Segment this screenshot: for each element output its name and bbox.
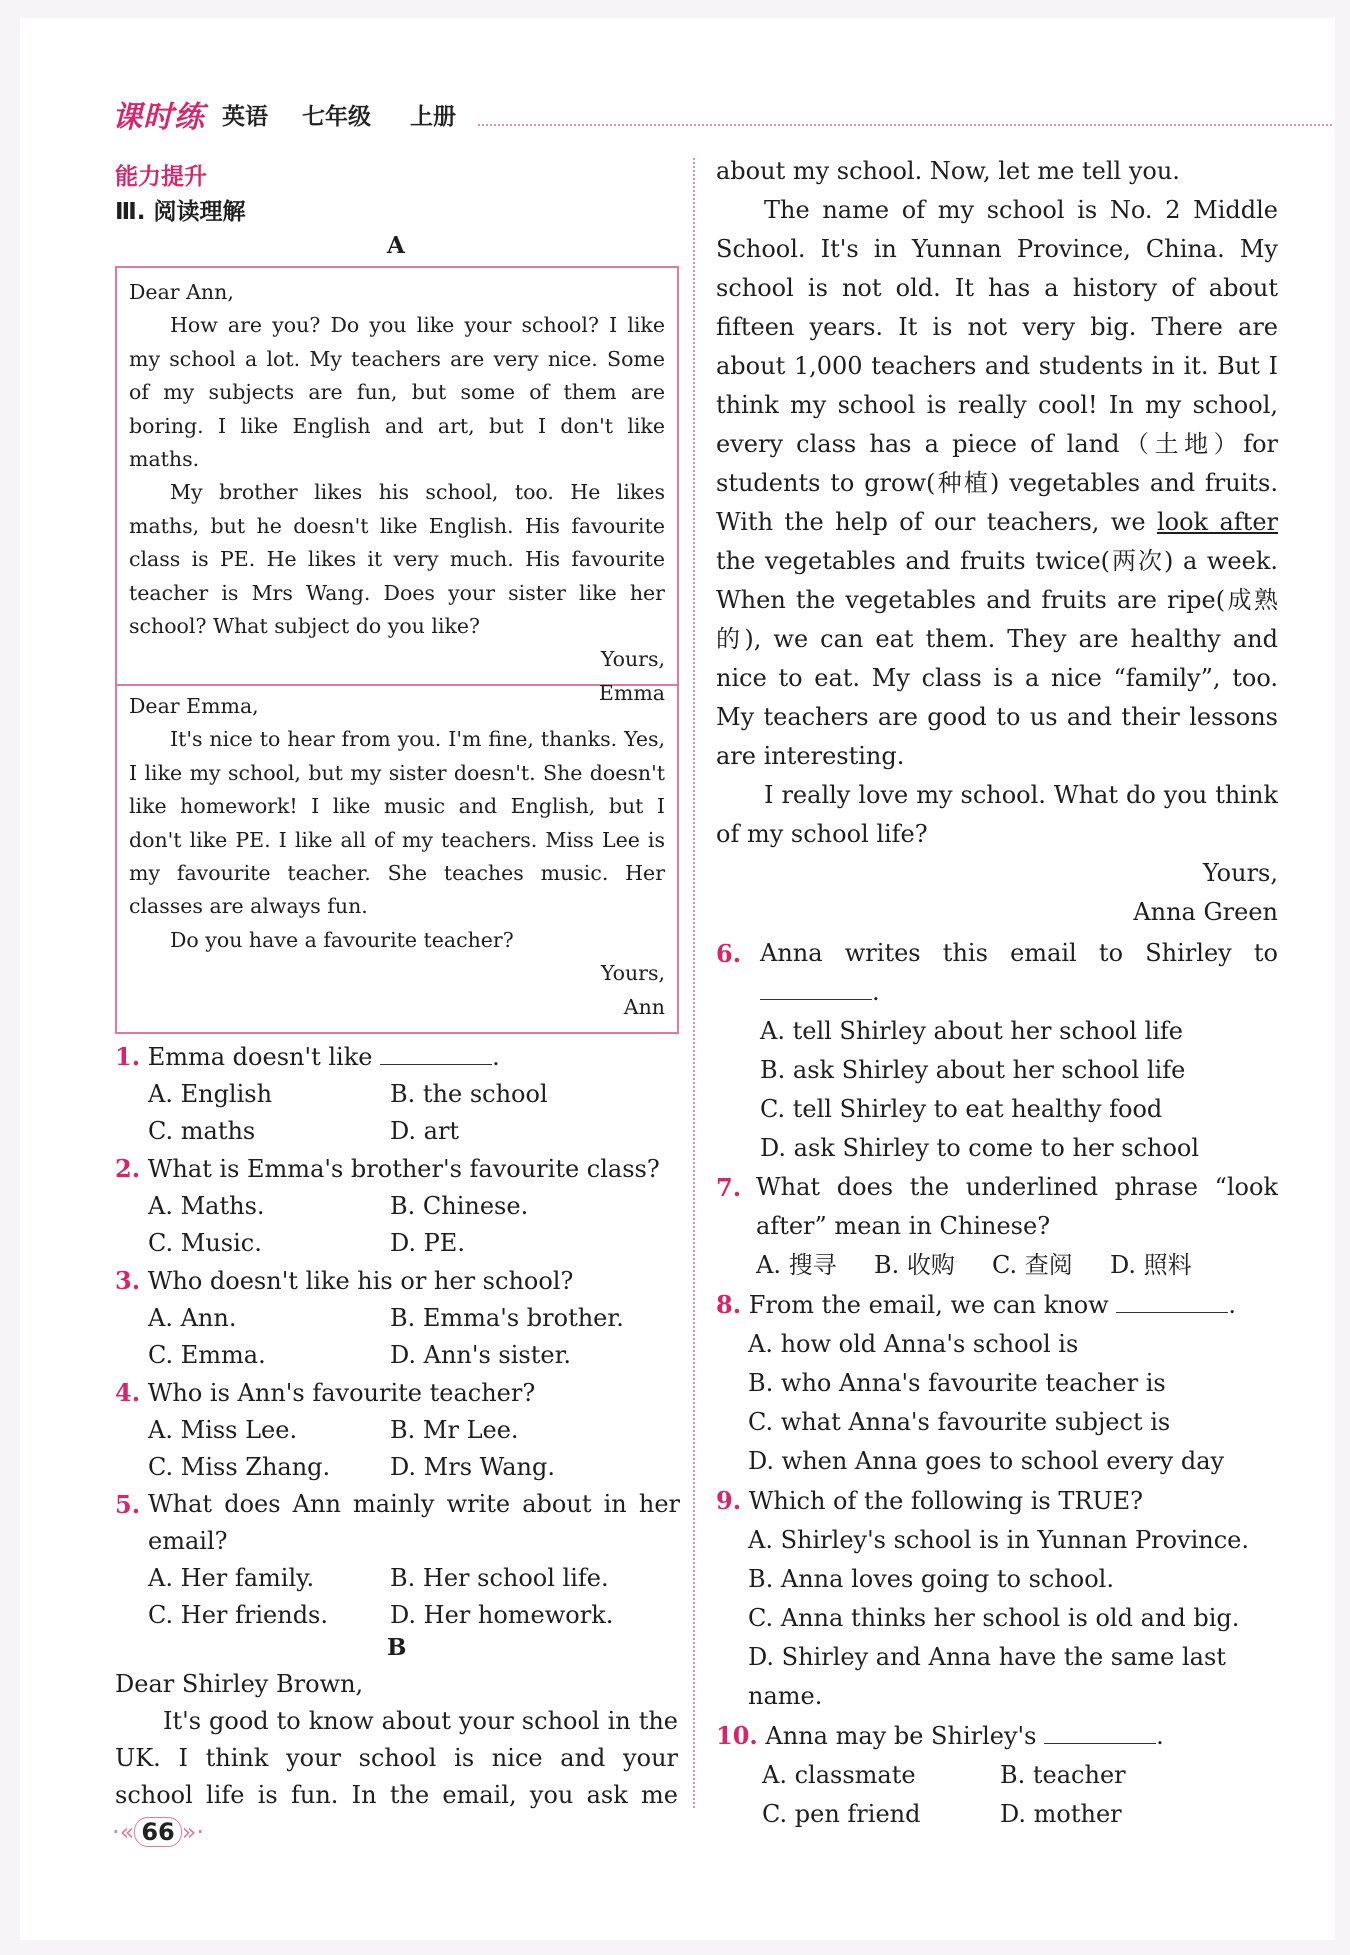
- option[interactable]: D. ask Shirley to come to her school: [760, 1134, 1200, 1162]
- question-stem: Anna may be Shirley's: [765, 1722, 1037, 1750]
- question-stem: What is Emma's brother's favourite class?: [147, 1155, 660, 1183]
- answer-blank[interactable]: [760, 975, 872, 1000]
- option[interactable]: C. 查阅: [992, 1251, 1073, 1279]
- question-number: 6.: [716, 939, 742, 968]
- section-part-title: Ⅲ. 阅读理解: [115, 199, 246, 225]
- question-number: 1.: [115, 1042, 141, 1071]
- option[interactable]: C. Miss Zhang.: [148, 1453, 331, 1481]
- letter2-paragraph-2: Do you have a favourite teacher?: [170, 927, 514, 952]
- question-4: [115, 1374, 680, 1486]
- option[interactable]: A. Ann.: [148, 1304, 237, 1332]
- underlined-phrase: look after: [1156, 508, 1278, 536]
- question-stem: What does Ann mainly write about in her email?: [148, 1490, 680, 1555]
- page-number-right-ornament: »·: [181, 1818, 205, 1846]
- question-6: [716, 934, 1278, 1168]
- question-suffix: .: [1228, 1291, 1236, 1319]
- passage-b-paragraph-1-left: It's good to know about your school in the UK. I think your school is nice and your school life is fun. In the email, you ask me: [115, 1707, 678, 1809]
- letter1-paragraph-1: How are you? Do you like your school? I like my school a lot. My teachers are very nice. Some of my subjects are fun, but some of them are boring. I like English and art, but I don't like maths.: [129, 313, 665, 472]
- option[interactable]: C. Anna thinks her school is old and big.: [748, 1604, 1240, 1632]
- letter1-signature: Emma: [598, 680, 665, 705]
- paragraph-2-text-a: The name of my school is No. 2 Middle School. It's in Yunnan Province, China. My school is not old. It has a history of about fifteen years. It is not very big. There are about 1,000 teachers and students in it. But I think my school is really cool! In my school, every class has a piece of land（土地）for students to grow(种植) vegetables and fruits. With the help of our teachers, we: [716, 196, 1278, 536]
- answer-blank[interactable]: [1116, 1288, 1228, 1313]
- option[interactable]: A. tell Shirley about her school life: [760, 1017, 1183, 1045]
- option[interactable]: B. Mr Lee.: [390, 1416, 519, 1444]
- question-number: 3.: [115, 1266, 141, 1295]
- question-number: 9.: [716, 1486, 742, 1515]
- letter2-signature: Ann: [623, 994, 665, 1019]
- question-1: [115, 1038, 680, 1150]
- letter2-greeting: Dear Emma,: [129, 694, 259, 718]
- option[interactable]: D. Mrs Wang.: [390, 1453, 555, 1481]
- question-stem: Anna writes this email to Shirley to: [760, 939, 1278, 967]
- option[interactable]: A. Her family.: [148, 1564, 315, 1592]
- column-divider: [693, 158, 695, 1808]
- passage-b-closing: Yours,: [1202, 859, 1278, 887]
- option[interactable]: D. Her homework.: [390, 1601, 614, 1629]
- question-3: [115, 1262, 680, 1374]
- question-5: [115, 1486, 680, 1634]
- question-stem: From the email, we can know: [748, 1291, 1109, 1319]
- question-2: [115, 1150, 680, 1262]
- question-8: [716, 1285, 1278, 1481]
- option[interactable]: C. tell Shirley to eat healthy food: [760, 1095, 1163, 1123]
- questions-b: [716, 934, 1278, 1834]
- header-grade: 七年级: [302, 104, 371, 130]
- option[interactable]: C. pen friend: [762, 1800, 921, 1828]
- option[interactable]: A. Maths.: [148, 1192, 265, 1220]
- question-number: 8.: [716, 1290, 742, 1319]
- option[interactable]: C. Music.: [148, 1229, 262, 1257]
- option[interactable]: B. Her school life.: [390, 1564, 609, 1592]
- brand-logo: 课时练: [112, 100, 205, 135]
- passage-a-title: A: [387, 232, 405, 259]
- answer-blank[interactable]: [1044, 1719, 1156, 1744]
- option[interactable]: A. Miss Lee.: [148, 1416, 298, 1444]
- question-stem: Which of the following is TRUE?: [748, 1487, 1144, 1515]
- page-number-left-ornament: ·«: [112, 1818, 135, 1846]
- question-number: 10.: [716, 1721, 758, 1750]
- option[interactable]: A. classmate: [762, 1761, 916, 1789]
- option[interactable]: B. teacher: [1000, 1761, 1126, 1789]
- question-suffix: .: [872, 978, 880, 1006]
- option[interactable]: D. PE.: [390, 1229, 465, 1257]
- letter1-greeting: Dear Ann,: [129, 280, 234, 304]
- option[interactable]: B. who Anna's favourite teacher is: [748, 1369, 1166, 1397]
- option[interactable]: B. 收购: [874, 1251, 955, 1279]
- question-stem: Who is Ann's favourite teacher?: [147, 1379, 536, 1407]
- paragraph-2-text-b: the vegetables and fruits twice(两次) a week. When the vegetables and fruits are ripe(成熟的), we can eat them. They are healthy and nice to eat. My class is a nice “family”, too. My teachers are good to us and their lessons are interesting.: [716, 547, 1278, 770]
- option[interactable]: C. Emma.: [148, 1341, 266, 1369]
- letter2-closing: Yours,: [600, 961, 665, 986]
- page-number-value: 66: [134, 1817, 181, 1847]
- question-number: 5.: [115, 1490, 141, 1519]
- option[interactable]: A. Shirley's school is in Yunnan Province.: [748, 1526, 1249, 1554]
- option[interactable]: A. English: [148, 1080, 273, 1108]
- option[interactable]: A. 搜寻: [756, 1251, 837, 1279]
- letter1-closing: Yours,: [600, 647, 665, 672]
- letter2-paragraph-1: It's nice to hear from you. I'm fine, thanks. Yes, I like my school, but my sister doesn't. She doesn't like homework! I like music and English, but I don't like PE. I like all of my teachers. Miss Lee is my favourite teacher. She teaches music. Her classes are always fun.: [129, 727, 665, 919]
- header-volume: 上册: [410, 104, 456, 130]
- passage-b-greeting: Dear Shirley Brown,: [115, 1670, 364, 1698]
- question-number: 7.: [716, 1173, 742, 1202]
- answer-blank[interactable]: [380, 1040, 492, 1065]
- page-number: [112, 1818, 204, 1846]
- option[interactable]: B. Chinese.: [390, 1192, 529, 1220]
- passage-b-right: [716, 152, 1278, 932]
- question-10: [716, 1716, 1278, 1834]
- option[interactable]: B. Emma's brother.: [390, 1304, 624, 1332]
- question-stem: Emma doesn't like: [147, 1043, 373, 1071]
- question-7: [716, 1168, 1278, 1285]
- passage-b-title: B: [387, 1634, 407, 1661]
- option[interactable]: C. Her friends.: [148, 1601, 328, 1629]
- option[interactable]: B. Anna loves going to school.: [748, 1565, 1114, 1593]
- questions-a: [115, 1038, 680, 1634]
- option[interactable]: D. when Anna goes to school every day: [748, 1447, 1225, 1475]
- letter-box-emma: [115, 266, 679, 705]
- option[interactable]: D. Ann's sister.: [390, 1341, 572, 1369]
- question-9: [716, 1481, 1278, 1716]
- passage-b-signature: Anna Green: [1133, 898, 1278, 926]
- letter-box-ann: [115, 682, 679, 1034]
- option[interactable]: D. mother: [1000, 1800, 1122, 1828]
- header-divider: [478, 124, 1332, 126]
- question-number: 4.: [115, 1378, 141, 1407]
- letter1-paragraph-2: My brother likes his school, too. He likes maths, but he doesn't like English. His favourite class is PE. He likes it very much. His favourite teacher is Mrs Wang. Does your sister like her school? What subject do you like?: [129, 480, 665, 639]
- option[interactable]: D. Shirley and Anna have the same last name.: [748, 1643, 1226, 1710]
- question-stem: Who doesn't like his or her school?: [147, 1267, 574, 1295]
- question-number: 2.: [115, 1154, 141, 1183]
- question-suffix: .: [492, 1043, 500, 1071]
- question-suffix: .: [1156, 1722, 1164, 1750]
- section-label: 能力提升: [115, 164, 207, 190]
- header-subject: 英语: [222, 104, 268, 130]
- option[interactable]: D. 照料: [1110, 1251, 1192, 1279]
- option[interactable]: B. the school: [390, 1080, 548, 1108]
- option[interactable]: B. ask Shirley about her school life: [760, 1056, 1186, 1084]
- option[interactable]: C. maths: [148, 1117, 256, 1145]
- option[interactable]: C. what Anna's favourite subject is: [748, 1408, 1171, 1436]
- question-stem: What does the underlined phrase “look after” mean in Chinese?: [756, 1173, 1278, 1240]
- passage-b-paragraph-2: [716, 191, 1278, 776]
- option[interactable]: D. art: [390, 1117, 460, 1145]
- option[interactable]: A. how old Anna's school is: [748, 1330, 1079, 1358]
- passage-b-paragraph-3: I really love my school. What do you think of my school life?: [716, 781, 1278, 848]
- passage-b-left: [115, 1666, 678, 1814]
- passage-b-paragraph-1-right: about my school. Now, let me tell you.: [716, 157, 1180, 185]
